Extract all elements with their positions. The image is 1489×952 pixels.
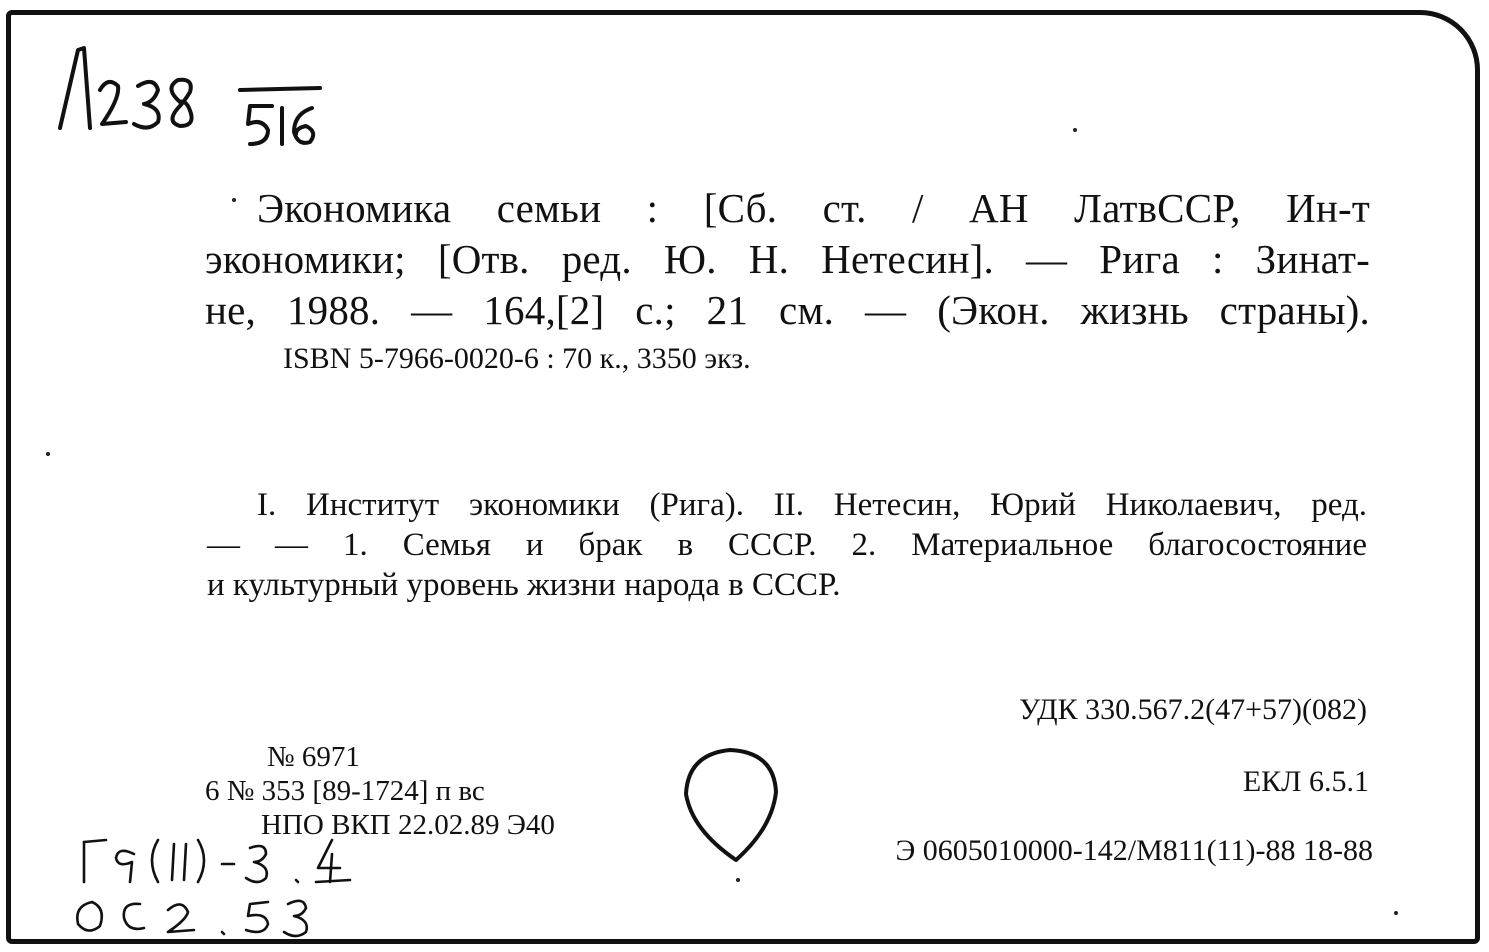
- print-publisher: НПО ВКП 22.02.89 Э40: [261, 809, 555, 841]
- speck: [46, 452, 50, 456]
- shelf-mark-handwritten: [50, 28, 350, 168]
- tracing-line-1: I. Институт экономики (Рига). II. Нетесин, Юрий Николаевич, ред.: [257, 487, 1367, 523]
- speck: [1073, 128, 1077, 132]
- bibliographic-record: [205, 183, 1370, 336]
- speck: [1394, 911, 1398, 915]
- print-number: № 6971: [267, 741, 360, 773]
- tracing-line-2: — — 1. Семья и брак в СССР. 2. Материальное благосостояние: [207, 527, 1367, 563]
- record-line-1: Экономика семьи : [Сб. ст. / АН ЛатвССР, Ин-т: [257, 185, 1370, 231]
- oval-mark: [678, 742, 788, 872]
- printing-info: [205, 740, 555, 842]
- speck: [232, 198, 236, 202]
- record-line-2: экономики; [Отв. ред. Ю. Н. Нетесин]. — Рига : Зинат-: [205, 236, 1370, 282]
- price-code: Э 0605010000-142/М811(11)-88 18-88: [895, 834, 1373, 867]
- record-line-3: не, 1988. — 164,[2] с.; 21 см. — (Экон. жизнь страны).: [205, 287, 1370, 333]
- print-order: 6 № 353 [89-1724] п вс: [205, 775, 485, 807]
- classification-code-handwritten: [70, 832, 430, 944]
- isbn-line: ISBN 5-7966-0020-6 : 70 к., 3350 экз.: [283, 342, 751, 375]
- udk-code: УДК 330.567.2(47+57)(082): [1018, 693, 1367, 726]
- tracing-line-3: и культурный уровень жизни народа в СССР.: [207, 567, 841, 603]
- ekl-code: ЕКЛ 6.5.1: [1242, 765, 1369, 798]
- speck: [736, 878, 740, 882]
- tracings-block: [207, 485, 1367, 605]
